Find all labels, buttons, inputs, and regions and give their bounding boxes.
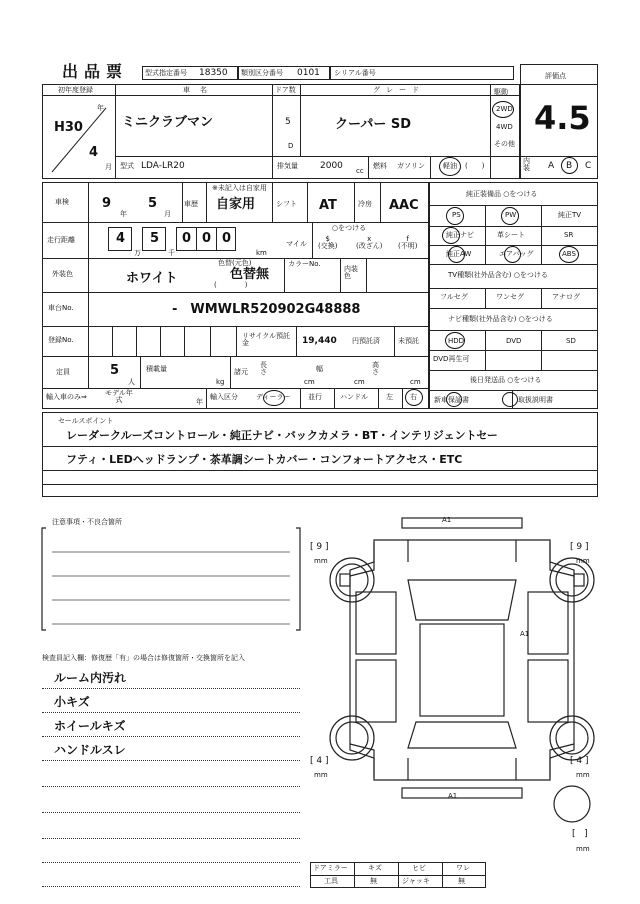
tread-fl: [ 9 ] [310, 542, 329, 552]
type-label: 型式 [120, 162, 134, 170]
navi-dvd: DVD [506, 337, 522, 345]
tools-value-tools: 工具 [324, 877, 338, 885]
sales-line-2: フティ・LEDヘッドランプ・茶革調シートカバー・コンフォートアクセス・ETC [66, 453, 463, 466]
class-no-label: 類別区分番号 [241, 69, 283, 77]
shift: AT [319, 198, 337, 213]
remark-4: ハンドルスレ [54, 743, 126, 757]
model-no-label: 型式指定番号 [145, 69, 187, 77]
damage-mark-front: A1 [442, 516, 452, 524]
tread-fr: [ 9 ] [570, 542, 589, 552]
drive-2wd: 2WD [496, 105, 513, 113]
model-year-suffix: 年 [196, 398, 203, 406]
caution-label: 注意事項・不良合箇所 [52, 518, 122, 526]
first-reg-label: 初年度登録 [58, 86, 93, 94]
navi-hdd: HDD [448, 337, 465, 345]
equip-aw-circle [448, 246, 465, 263]
equip-leather: 革シート [497, 231, 525, 239]
tv-analog: アナログ [552, 293, 580, 301]
equip-pw: PW [505, 211, 517, 219]
fuel-diesel: 軽油 [443, 162, 457, 170]
sales-line-1: レーダークルーズコントロール・純正ナビ・バックカメラ・BT・インテリジェントセー [66, 429, 498, 442]
sales-label: セールスポイント [58, 417, 114, 425]
reg-month: 4 [89, 145, 99, 160]
car-diagram [312, 510, 612, 860]
color-change: 色替無 [230, 267, 270, 282]
slash-mark [46, 100, 112, 176]
tread-fr-unit: mm [576, 557, 590, 565]
history-note: ※未記入は自家用 [212, 184, 267, 192]
tread-fl-value: 9 [316, 542, 323, 552]
interior-label: 内装 [523, 157, 530, 172]
tread-rr: [ 4 ] [570, 756, 589, 766]
tread-spare: [ ] [572, 829, 588, 839]
equip-navi: 純正ナビ [446, 231, 474, 239]
capacity-unit: 人 [128, 378, 135, 386]
fuel-label: 燃料 [373, 162, 387, 170]
width-label: 幅 [316, 365, 323, 373]
equip-airbag: エアバッグ [499, 250, 534, 258]
color: ホワイト [126, 271, 178, 286]
handle-right: 右 [410, 393, 417, 401]
mileage-opt-exchange: $ (交換) [318, 235, 338, 250]
tools-label-mirror: ドアミラー [313, 864, 348, 872]
genuine-title: 純正装備品 ○をつける [466, 190, 538, 198]
shaken-year: 9 [102, 196, 112, 211]
mileage-value-3: 0 [182, 231, 192, 246]
later-warranty: 新車保証書 [434, 396, 469, 404]
equip-pw-circle [501, 207, 519, 225]
shaken-month-unit: 月 [164, 210, 171, 218]
tread-fl-unit: mm [314, 557, 328, 565]
capacity-label: 定員 [56, 368, 70, 376]
mileage-value-4: 0 [202, 231, 212, 246]
grade-label: グレード [373, 86, 425, 94]
serial-label: シリアル番号 [334, 69, 376, 77]
history: 自家用 [216, 197, 256, 212]
equip-tv: 純正TV [558, 211, 582, 219]
reg-label: 登録No. [48, 336, 74, 344]
vin-label: 車台No. [48, 304, 74, 312]
man-unit: 万 [134, 249, 141, 257]
equip-airbag-circle [504, 246, 521, 263]
drive-4wd: 4WD [496, 123, 513, 131]
int-color-label: 内装色 [344, 265, 358, 280]
drive-label: 駆動 [494, 88, 508, 96]
color-change-label: 色替(元色) [218, 259, 252, 267]
recycle-unpaid: 未預託 [398, 337, 419, 345]
interior-c: C [585, 161, 592, 171]
car-name: ミニクラブマン [122, 115, 214, 130]
month-unit: 月 [105, 163, 112, 171]
navi-hdd-circle [445, 332, 465, 349]
tread-fr-value: 9 [576, 542, 583, 552]
score-label: 評価点 [545, 72, 566, 80]
tread-rl-value: 4 [316, 756, 323, 766]
later-manual: 取扱説明書 [518, 396, 553, 404]
damage-mark-rear: A1 [448, 792, 458, 800]
tread-rr-value: 4 [576, 756, 583, 766]
color-paren: ( ) [214, 281, 248, 289]
equip-ps-circle [446, 207, 464, 225]
equip-ps: PS [452, 211, 461, 219]
import-cat-label: 輸入区分 [210, 393, 238, 401]
tread-rr-unit: mm [576, 771, 590, 779]
handle-circle [405, 389, 423, 406]
load-label: 積載量 [146, 365, 167, 373]
drive-other: その他 [494, 140, 515, 148]
dvd-label: DVD再生可 [433, 355, 470, 363]
tools-value-1: 無 [370, 877, 377, 885]
inspector-label: 検査員記入欄：修復歴「有」の場合は修復箇所・交換箇所を記入 [42, 654, 245, 662]
navi-title: ナビ種類(社外品含む) ○をつける [448, 315, 553, 323]
mileage-note: ○をつける [332, 224, 367, 232]
mileage-opt-tampered: x (改ざん) [356, 235, 383, 250]
tools-label-scratch: キズ [368, 864, 382, 872]
doors-suffix: D [288, 142, 294, 150]
type: LDA-LR20 [141, 161, 185, 171]
handle-label: ハンドル [340, 393, 368, 401]
year-unit: 年 [97, 104, 104, 112]
interior-b: B [566, 161, 573, 171]
mileage-value-5: 0 [222, 231, 232, 246]
tools-label-crack: ヒビ [412, 864, 426, 872]
interior-circle [561, 157, 578, 174]
drive-circle [492, 101, 514, 118]
interior-a: A [548, 161, 555, 171]
tv-oneseg: ワンセグ [496, 293, 524, 301]
import-label: 輸入車のみ⇒ [46, 393, 87, 401]
page-title: 出品票 [62, 62, 129, 81]
sen-unit: 千 [168, 249, 175, 257]
mileage-opt-unknown: f (不明) [398, 235, 418, 250]
shaken-year-unit: 年 [120, 210, 127, 218]
tread-rl: [ 4 ] [310, 756, 329, 766]
shift-label: シフト [276, 200, 297, 208]
fuel-circle [439, 157, 461, 176]
grade: クーパー SD [335, 117, 412, 132]
capacity: 5 [110, 363, 120, 378]
caution-bracket [40, 524, 302, 636]
mileage-value-1: 4 [116, 231, 126, 246]
remark-1: ルーム内汚れ [54, 671, 127, 685]
len-label: 長さ [260, 361, 267, 376]
recycle-paid: 円預託済 [352, 337, 380, 345]
disp: 2000 [320, 161, 343, 171]
later-title: 後日発送品 ○をつける [470, 376, 542, 384]
fuel-paren: ( ) [465, 162, 485, 170]
height-cm: cm [410, 378, 421, 386]
shaken-month: 5 [148, 196, 158, 211]
fuel: ガソリン [397, 162, 425, 170]
ac: AAC [389, 198, 419, 213]
mileage-label: 走行距離 [47, 236, 75, 244]
score-value: 4.5 [534, 99, 591, 137]
color-no-label: カラーNo. [288, 260, 321, 268]
shaken-label: 車検 [55, 198, 69, 206]
remark-3: ホイールキズ [54, 719, 126, 733]
doors-label: ドア数 [275, 86, 296, 94]
width-cm: cm [354, 378, 365, 386]
equip-sr: SR [564, 231, 574, 239]
tools-value-jack: ジャッキ [402, 877, 430, 885]
vin: - WMWLR520902G48888 [172, 302, 361, 317]
damage-mark-side: A1 [520, 630, 530, 638]
equip-aw: 純正AW [446, 250, 472, 258]
tv-title: TV種類(社外品含む) ○をつける [448, 271, 548, 279]
navi-sd: SD [566, 337, 576, 345]
history-label: 車歴 [184, 200, 198, 208]
disp-unit: cc [356, 167, 364, 175]
car-name-label: 車名 [183, 86, 217, 94]
later-manual-circle [502, 392, 518, 407]
year-era: H30 [54, 120, 83, 135]
mile-label: マイル [286, 240, 307, 248]
disp-label: 排気量 [277, 162, 298, 170]
tools-label-break: ワレ [456, 864, 470, 872]
dims-label: 諸元 [234, 368, 248, 376]
later-warranty-circle [446, 392, 462, 407]
mileage-value-2: 5 [150, 231, 160, 246]
import-dealer-circle [263, 390, 285, 406]
import-parallel: 並行 [308, 393, 322, 401]
equip-abs-circle [559, 246, 579, 263]
recycle: 19,440 [302, 336, 337, 346]
tv-fullseg: フルセグ [440, 293, 468, 301]
tools-value-2: 無 [458, 877, 465, 885]
tread-spare-unit: mm [576, 845, 590, 853]
remark-2: 小キズ [54, 695, 90, 709]
equip-navi-circle [442, 227, 460, 244]
handle-left: 左 [386, 393, 393, 401]
load-unit: kg [216, 378, 225, 386]
len-cm: cm [304, 378, 315, 386]
tread-rl-unit: mm [314, 771, 328, 779]
doors: 5 [285, 117, 291, 127]
ac-label: 冷房 [358, 200, 372, 208]
km-unit: km [256, 249, 267, 257]
height-label: 高さ [372, 361, 379, 376]
model-year-label: モデル年式 [105, 389, 133, 404]
import-dealer: ディーラー [256, 393, 291, 401]
color-label: 外装色 [52, 270, 73, 278]
recycle-label: リサイクル預託金 [242, 332, 291, 347]
class-no: 0101 [297, 68, 320, 78]
equip-abs: ABS [562, 250, 576, 258]
model-no: 18350 [199, 68, 228, 78]
